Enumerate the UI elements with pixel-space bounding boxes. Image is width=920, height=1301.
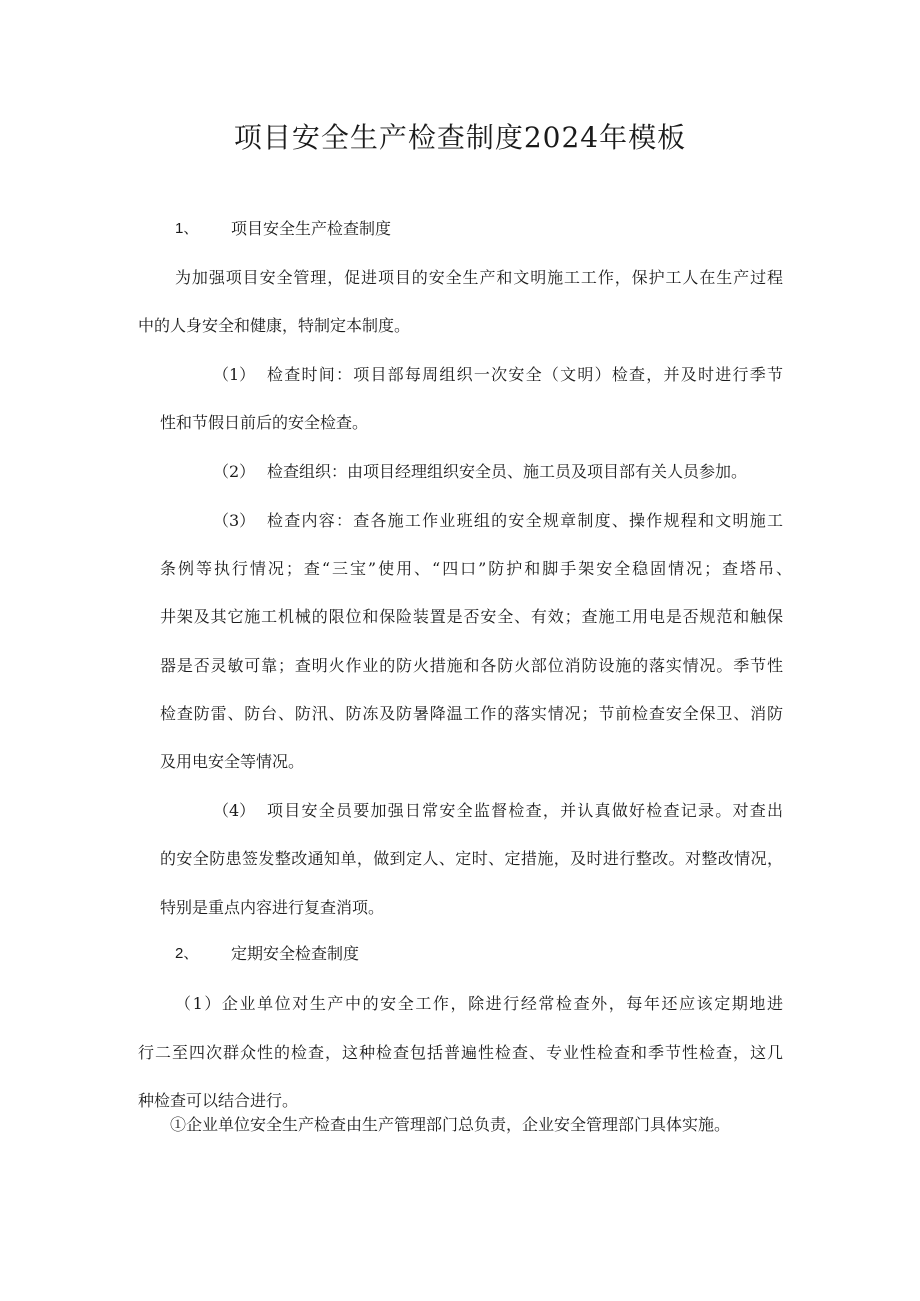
item-4-line-1: 项目安全员要加强日常安全监督检查，并认真做好检查记录。对查出 (267, 801, 783, 820)
item-4-number: （4） (213, 801, 256, 820)
item-3-line-1: 检查内容：查各施工作业班组的安全规章制度、操作规程和文明施工 (267, 511, 783, 530)
section-2-para-1-line-3: 种检查可以结合进行。 (138, 1091, 299, 1110)
document-title: 项目安全生产检查制度2024年模板 (233, 121, 687, 154)
item-1-number: （1） (213, 365, 256, 384)
item-3-line-4: 器是否灵敏可靠；查明火作业的防火措施和各防火部位消防设施的落实情况。季节性 (160, 656, 783, 675)
item-3-line-2: 条例等执行情况；查“三宝”使用、“四口”防护和脚手架安全稳固情况；查塔吊、 (160, 559, 792, 578)
intro-line-2: 中的人身安全和健康，特制定本制度。 (138, 316, 411, 335)
section-1-heading: 项目安全生产检查制度 (231, 219, 392, 238)
item-1-line-2: 性和节假日前后的安全检查。 (160, 413, 369, 432)
item-4-line-3: 特别是重点内容进行复查消项。 (160, 898, 385, 917)
item-3-line-6: 及用电安全等情况。 (160, 752, 305, 771)
item-3-line-5: 检查防雷、防台、防汛、防冻及防暑降温工作的落实情况；节前检查安全保卫、消防 (160, 704, 783, 723)
section-2-para-2: ①企业单位安全生产检查由生产管理部门总负责，企业安全管理部门具体实施。 (170, 1115, 731, 1134)
section-1-number: 1、 (175, 220, 199, 237)
item-4-line-2: 的安全防患签发整改通知单，做到定人、定时、定措施，及时进行整改。对整改情况， (160, 849, 783, 868)
section-2-para-1-line-1: （1）企业单位对生产中的安全工作，除进行经常检查外，每年还应该定期地进 (175, 994, 783, 1013)
item-2-line-1: 检查组织：由项目经理组织安全员、施工员及项目部有关人员参加。 (267, 462, 748, 481)
item-1-line-1: 检查时间：项目部每周组织一次安全（文明）检查，并及时进行季节 (267, 365, 783, 384)
section-2-para-1-line-2: 行二至四次群众性的检查，这种检查包括普遍性检查、专业性检查和季节性检查，这几 (138, 1043, 783, 1062)
item-3-line-3: 井架及其它施工机械的限位和保险装置是否安全、有效；查施工用电是否规范和触保 (160, 607, 783, 626)
section-2-heading: 定期安全检查制度 (231, 944, 360, 963)
item-3-number: （3） (213, 511, 256, 530)
item-2-number: （2） (213, 462, 256, 481)
intro-line-1: 为加强项目安全管理，促进项目的安全生产和文明施工工作，保护工人在生产过程 (175, 268, 783, 287)
section-2-number: 2、 (175, 945, 199, 962)
